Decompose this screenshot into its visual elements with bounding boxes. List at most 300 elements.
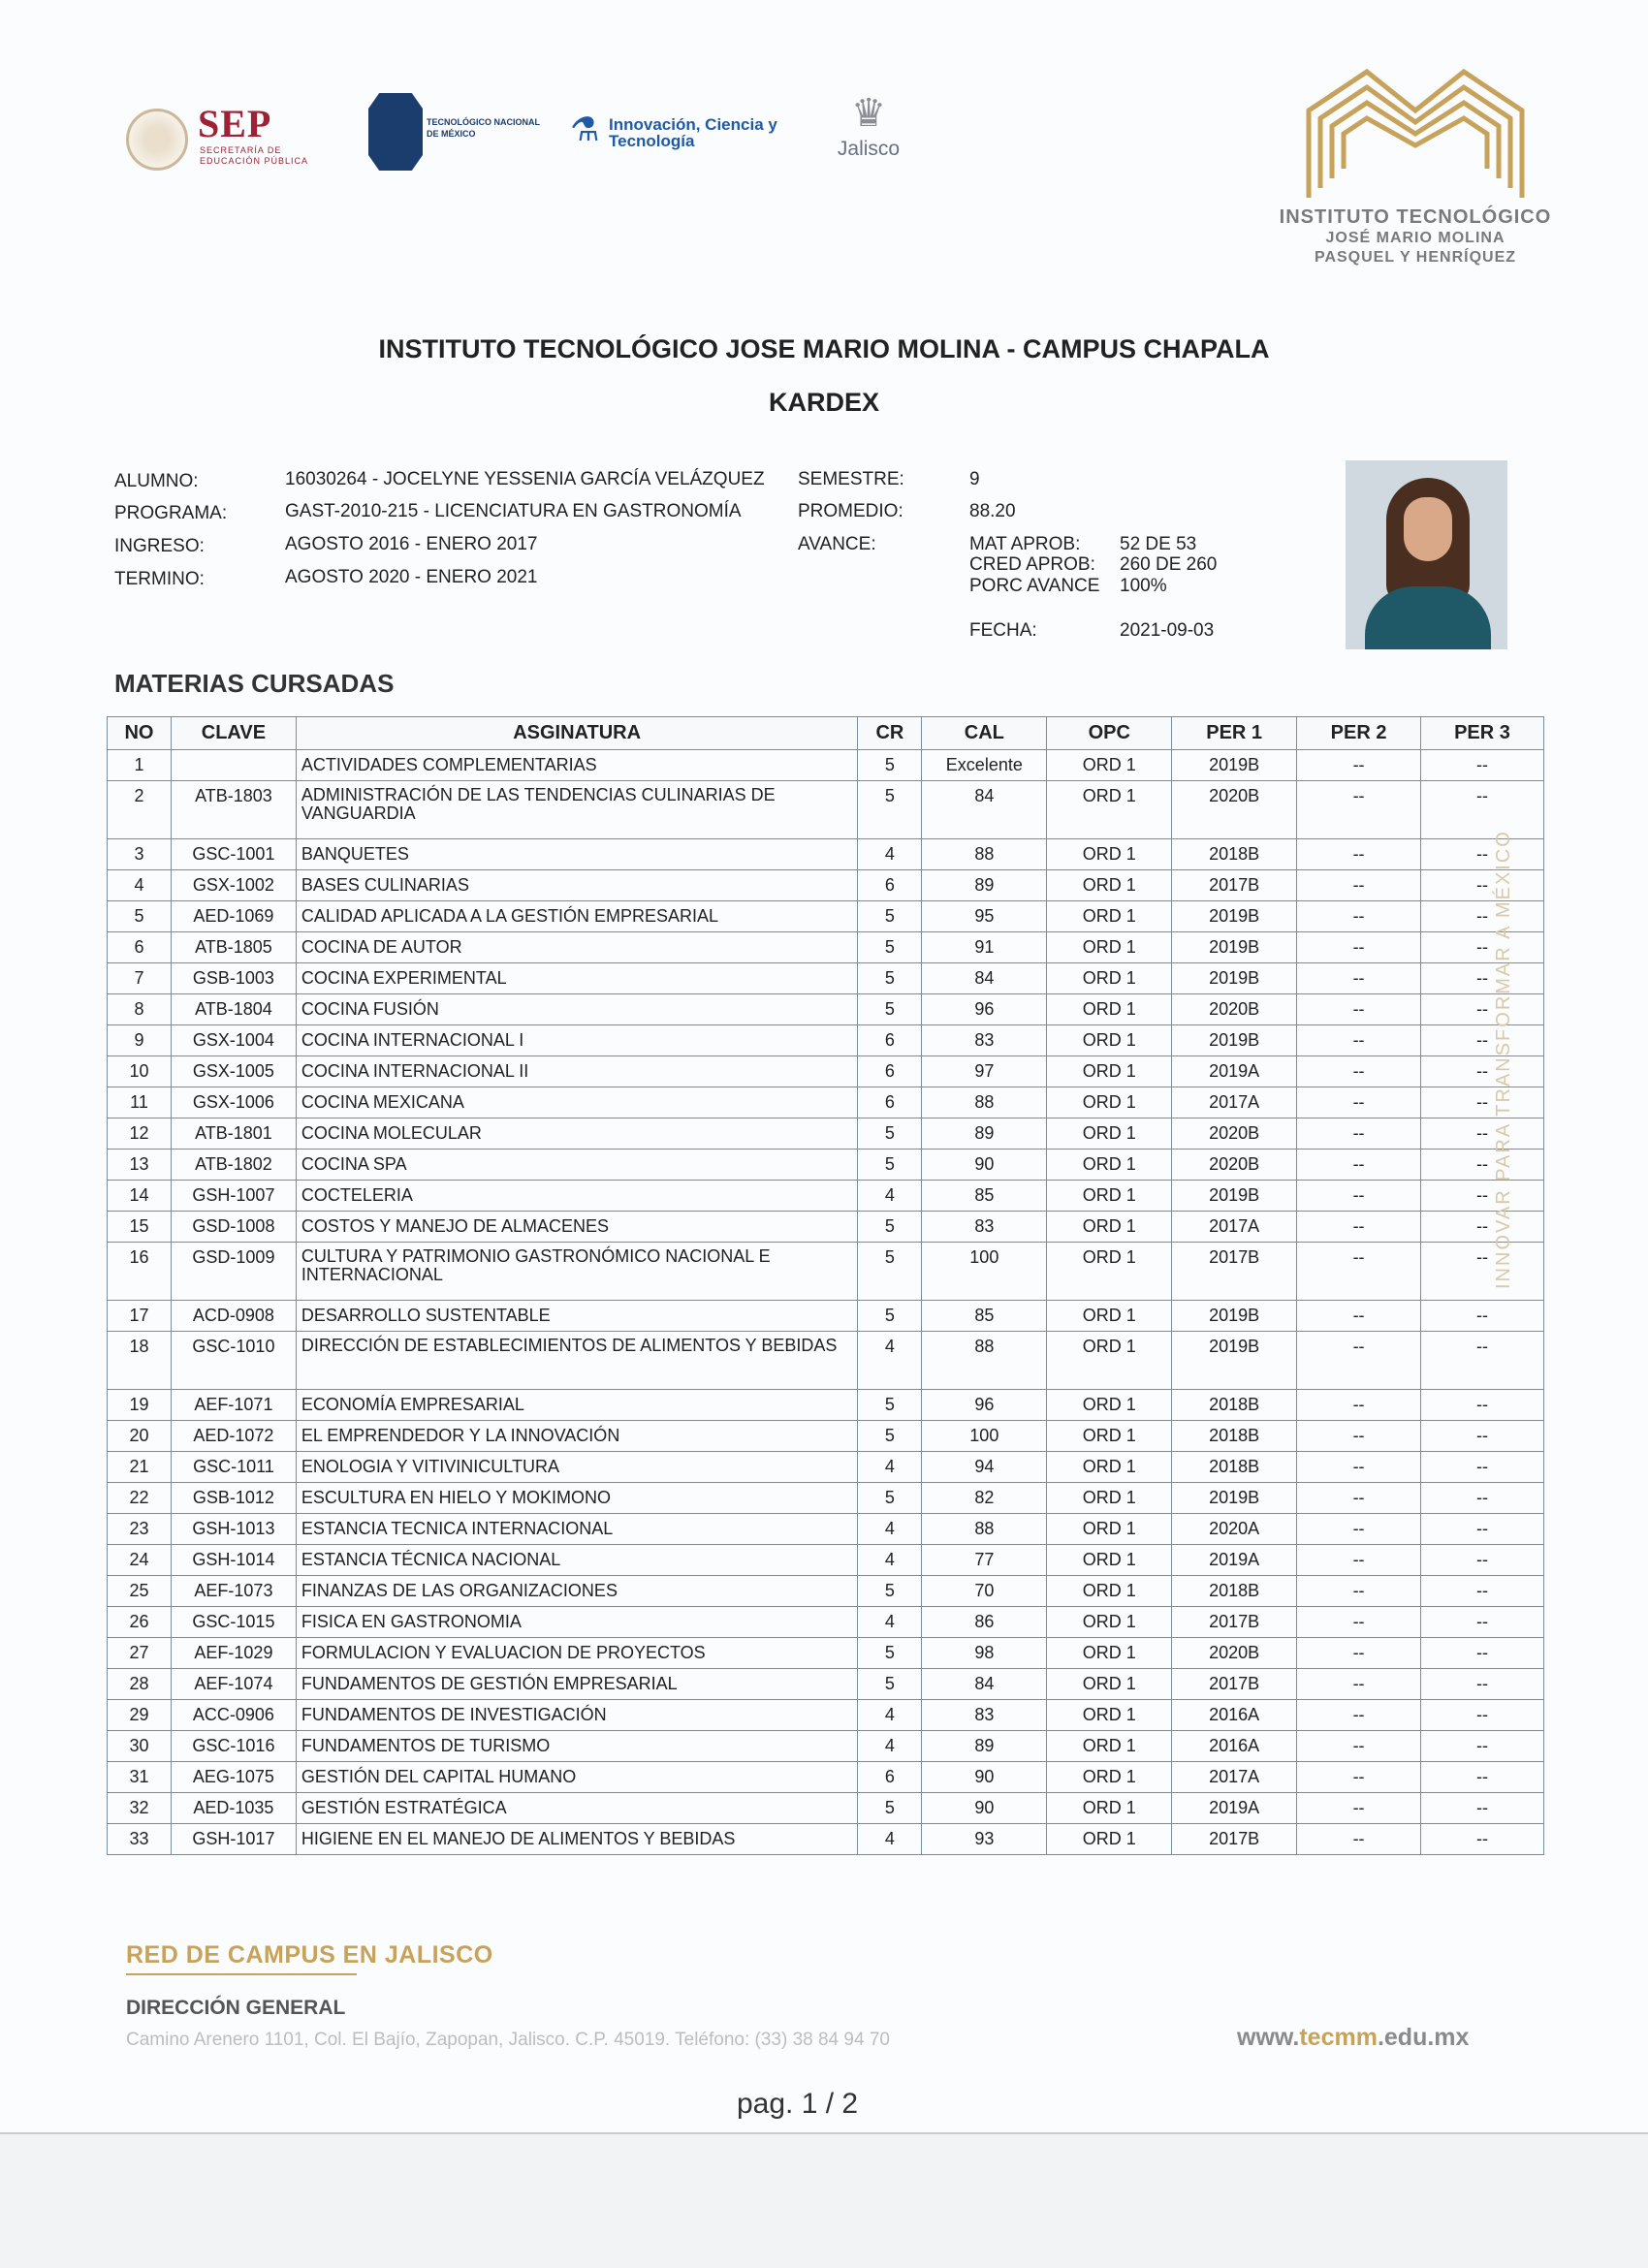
row-number: 6 [108, 932, 172, 963]
period-3: -- [1421, 1731, 1544, 1762]
microscope-icon: ⚗ [570, 111, 600, 148]
table-row [108, 839, 1544, 870]
subject-name: ESTANCIA TECNICA INTERNACIONAL [296, 1514, 858, 1545]
option: ORD 1 [1047, 1731, 1172, 1762]
credits: 5 [858, 750, 922, 781]
subject-code: GSX-1002 [171, 870, 296, 901]
subject-code: ATB-1804 [171, 994, 296, 1025]
jalisco-crest-icon: ♛ [851, 92, 886, 135]
credits: 4 [858, 1332, 922, 1390]
subject-name: GESTIÓN ESTRATÉGICA [296, 1793, 858, 1824]
credits: 5 [858, 994, 922, 1025]
ict-text: Innovación, Ciencia y Tecnología [609, 115, 777, 150]
subject-code: GSH-1007 [171, 1181, 296, 1212]
row-number: 9 [108, 1025, 172, 1056]
grade: 85 [922, 1301, 1047, 1332]
grade: 83 [922, 1025, 1047, 1056]
period-3: -- [1421, 1762, 1544, 1793]
period-2: -- [1297, 1212, 1421, 1243]
porc-avance-label: PORC AVANCE [969, 576, 1100, 596]
grade: 90 [922, 1762, 1047, 1793]
period-1: 2019B [1172, 1332, 1297, 1390]
subject-code: AEF-1071 [171, 1390, 296, 1421]
option: ORD 1 [1047, 1762, 1172, 1793]
credits: 5 [858, 1793, 922, 1824]
subject-name: DIRECCIÓN DE ESTABLECIMIENTOS DE ALIMENTOS Y BEBIDAS [296, 1332, 858, 1390]
credits: 4 [858, 839, 922, 870]
period-2: -- [1297, 750, 1421, 781]
column-header: PER 3 [1421, 717, 1544, 750]
credits: 4 [858, 1607, 922, 1638]
grade: 85 [922, 1181, 1047, 1212]
period-2: -- [1297, 1700, 1421, 1731]
cred-aprob-value: 260 DE 260 [1120, 554, 1218, 575]
period-1: 2019A [1172, 1793, 1297, 1824]
option: ORD 1 [1047, 1452, 1172, 1483]
period-1: 2019B [1172, 1483, 1297, 1514]
row-number: 27 [108, 1638, 172, 1669]
row-number: 30 [108, 1731, 172, 1762]
subject-code: GSX-1006 [171, 1087, 296, 1118]
period-2: -- [1297, 1025, 1421, 1056]
credits: 4 [858, 1452, 922, 1483]
subject-code: AEF-1029 [171, 1638, 296, 1669]
table-row [108, 1390, 1544, 1421]
period-1: 2016A [1172, 1700, 1297, 1731]
period-1: 2017B [1172, 1243, 1297, 1301]
credits: 4 [858, 1824, 922, 1855]
table-row [108, 1700, 1544, 1731]
period-2: -- [1297, 994, 1421, 1025]
subject-name: BANQUETES [296, 839, 858, 870]
period-2: -- [1297, 1824, 1421, 1855]
subject-name: ESCULTURA EN HIELO Y MOKIMONO [296, 1483, 858, 1514]
subject-name: COCINA EXPERIMENTAL [296, 963, 858, 994]
table-row [108, 1514, 1544, 1545]
programa-value: GAST-2010-215 - LICENCIATURA EN GASTRONOMÍA [285, 501, 742, 521]
period-2: -- [1297, 839, 1421, 870]
subject-code: GSD-1009 [171, 1243, 296, 1301]
period-1: 2017B [1172, 1824, 1297, 1855]
cred-aprob-label: CRED APROB: [969, 554, 1095, 575]
subject-name: HIGIENE EN EL MANEJO DE ALIMENTOS Y BEBIDAS [296, 1824, 858, 1855]
credits: 5 [858, 1390, 922, 1421]
column-header: CR [858, 717, 922, 750]
period-2: -- [1297, 1514, 1421, 1545]
subject-code: GSX-1004 [171, 1025, 296, 1056]
subjects-table [107, 716, 1544, 1855]
table-row [108, 1301, 1544, 1332]
period-2: -- [1297, 781, 1421, 839]
itm-line2: JOSÉ MARIO MOLINA [1325, 230, 1505, 246]
jalisco-text: Jalisco [837, 138, 901, 160]
subject-name: FISICA EN GASTRONOMIA [296, 1607, 858, 1638]
period-3: -- [1421, 839, 1544, 870]
row-number: 29 [108, 1700, 172, 1731]
itm-line3: PASQUEL Y HENRÍQUEZ [1314, 249, 1517, 266]
footer-network: RED DE CAMPUS EN JALISCO [126, 1941, 493, 1969]
option: ORD 1 [1047, 1243, 1172, 1301]
credits: 5 [858, 932, 922, 963]
footer-address: Camino Arenero 1101, Col. El Bajío, Zapopan, Jalisco. C.P. 45019. Teléfono: (33) 38 84 94 70 [126, 2030, 890, 2050]
itm-logo [1260, 62, 1570, 268]
subject-name: FUNDAMENTOS DE TURISMO [296, 1731, 858, 1762]
credits: 4 [858, 1514, 922, 1545]
period-3: -- [1421, 1514, 1544, 1545]
grade: 89 [922, 1731, 1047, 1762]
subject-code: GSC-1015 [171, 1607, 296, 1638]
period-3: -- [1421, 1301, 1544, 1332]
table-row [108, 1483, 1544, 1514]
row-number: 1 [108, 750, 172, 781]
period-3: -- [1421, 1638, 1544, 1669]
period-1: 2020B [1172, 1150, 1297, 1181]
period-3: -- [1421, 1056, 1544, 1087]
subject-name: COCINA DE AUTOR [296, 932, 858, 963]
footer-web-accent: tecmm [1299, 2024, 1378, 2051]
period-3: -- [1421, 1025, 1544, 1056]
grade: 88 [922, 1087, 1047, 1118]
period-2: -- [1297, 1150, 1421, 1181]
row-number: 18 [108, 1332, 172, 1390]
row-number: 28 [108, 1669, 172, 1700]
row-number: 4 [108, 870, 172, 901]
row-number: 7 [108, 963, 172, 994]
avance-label: AVANCE: [798, 534, 876, 554]
period-3: -- [1421, 1150, 1544, 1181]
option: ORD 1 [1047, 1087, 1172, 1118]
period-3: -- [1421, 1824, 1544, 1855]
grade: 96 [922, 994, 1047, 1025]
table-row [108, 781, 1544, 839]
mexico-seal-icon [126, 109, 188, 171]
subject-code: GSX-1005 [171, 1056, 296, 1087]
option: ORD 1 [1047, 1607, 1172, 1638]
period-1: 2016A [1172, 1731, 1297, 1762]
option: ORD 1 [1047, 1514, 1172, 1545]
table-row [108, 1731, 1544, 1762]
period-2: -- [1297, 1638, 1421, 1669]
row-number: 19 [108, 1390, 172, 1421]
credits: 4 [858, 1731, 922, 1762]
row-number: 11 [108, 1087, 172, 1118]
subject-code: GSH-1014 [171, 1545, 296, 1576]
credits: 5 [858, 901, 922, 932]
period-2: -- [1297, 1545, 1421, 1576]
credits: 5 [858, 1669, 922, 1700]
period-3: -- [1421, 932, 1544, 963]
termino-label: TERMINO: [114, 569, 205, 589]
table-row [108, 1332, 1544, 1390]
row-number: 25 [108, 1576, 172, 1607]
option: ORD 1 [1047, 932, 1172, 963]
period-1: 2020B [1172, 1638, 1297, 1669]
subject-name: CALIDAD APLICADA A LA GESTIÓN EMPRESARIAL [296, 901, 858, 932]
period-3: -- [1421, 870, 1544, 901]
footer-website[interactable] [1237, 2024, 1469, 2052]
period-1: 2017A [1172, 1087, 1297, 1118]
tecnm-gear-icon [368, 93, 423, 171]
period-2: -- [1297, 1576, 1421, 1607]
tecnm-text: TECNOLÓGICO NACIONAL DE MÉXICO [427, 117, 540, 139]
period-1: 2019A [1172, 1056, 1297, 1087]
table-row [108, 1638, 1544, 1669]
grade: 100 [922, 1243, 1047, 1301]
period-1: 2020B [1172, 781, 1297, 839]
subject-name: FORMULACION Y EVALUACION DE PROYECTOS [296, 1638, 858, 1669]
table-row [108, 1452, 1544, 1483]
grade: 96 [922, 1390, 1047, 1421]
promedio-value: 88.20 [969, 501, 1016, 521]
credits: 5 [858, 1483, 922, 1514]
row-number: 22 [108, 1483, 172, 1514]
period-1: 2017B [1172, 870, 1297, 901]
row-number: 14 [108, 1181, 172, 1212]
table-row [108, 1212, 1544, 1243]
option: ORD 1 [1047, 1181, 1172, 1212]
period-1: 2017A [1172, 1762, 1297, 1793]
period-1: 2017B [1172, 1669, 1297, 1700]
subject-name: COCINA INTERNACIONAL II [296, 1056, 858, 1087]
credits: 4 [858, 1545, 922, 1576]
table-row [108, 1056, 1544, 1087]
fecha-value: 2021-09-03 [1120, 620, 1215, 641]
table-row [108, 1421, 1544, 1452]
period-2: -- [1297, 1452, 1421, 1483]
period-3: -- [1421, 1332, 1544, 1390]
grade: 89 [922, 1118, 1047, 1150]
subject-name: EL EMPRENDEDOR Y LA INNOVACIÓN [296, 1421, 858, 1452]
period-3: -- [1421, 994, 1544, 1025]
period-1: 2019B [1172, 901, 1297, 932]
period-3: -- [1421, 1421, 1544, 1452]
period-2: -- [1297, 1390, 1421, 1421]
row-number: 12 [108, 1118, 172, 1150]
row-number: 32 [108, 1793, 172, 1824]
period-2: -- [1297, 1301, 1421, 1332]
subject-name: ACTIVIDADES COMPLEMENTARIAS [296, 750, 858, 781]
period-2: -- [1297, 870, 1421, 901]
option: ORD 1 [1047, 963, 1172, 994]
credits: 5 [858, 1212, 922, 1243]
period-1: 2018B [1172, 1390, 1297, 1421]
period-2: -- [1297, 932, 1421, 963]
row-number: 21 [108, 1452, 172, 1483]
period-2: -- [1297, 1731, 1421, 1762]
column-header: OPC [1047, 717, 1172, 750]
period-1: 2020A [1172, 1514, 1297, 1545]
option: ORD 1 [1047, 1545, 1172, 1576]
table-row [108, 994, 1544, 1025]
fecha-label: FECHA: [969, 620, 1037, 641]
period-3: -- [1421, 1700, 1544, 1731]
subject-code [171, 750, 296, 781]
sep-brand: SEP [198, 102, 272, 145]
subject-code: AED-1072 [171, 1421, 296, 1452]
subject-name: COCINA SPA [296, 1150, 858, 1181]
column-header: CLAVE [171, 717, 296, 750]
table-row [108, 1824, 1544, 1855]
subject-code: GSB-1012 [171, 1483, 296, 1514]
grade: Excelente [922, 750, 1047, 781]
grade: 84 [922, 1669, 1047, 1700]
row-number: 2 [108, 781, 172, 839]
period-1: 2017A [1172, 1212, 1297, 1243]
footer-divider [126, 1973, 357, 1975]
table-row [108, 870, 1544, 901]
subject-code: GSH-1017 [171, 1824, 296, 1855]
grade: 100 [922, 1421, 1047, 1452]
grade: 98 [922, 1638, 1047, 1669]
column-header: CAL [922, 717, 1047, 750]
grade: 88 [922, 839, 1047, 870]
credits: 6 [858, 1025, 922, 1056]
period-3: -- [1421, 1669, 1544, 1700]
table-row [108, 1243, 1544, 1301]
subject-code: ATB-1802 [171, 1150, 296, 1181]
grade: 84 [922, 963, 1047, 994]
option: ORD 1 [1047, 750, 1172, 781]
row-number: 5 [108, 901, 172, 932]
period-1: 2018B [1172, 1452, 1297, 1483]
row-number: 10 [108, 1056, 172, 1087]
grade: 77 [922, 1545, 1047, 1576]
period-1: 2020B [1172, 1118, 1297, 1150]
grade: 88 [922, 1514, 1047, 1545]
period-2: -- [1297, 1421, 1421, 1452]
option: ORD 1 [1047, 1025, 1172, 1056]
scan-margin [0, 2132, 1648, 2268]
subject-code: AEF-1073 [171, 1576, 296, 1607]
period-2: -- [1297, 1762, 1421, 1793]
grade: 83 [922, 1700, 1047, 1731]
credits: 5 [858, 1301, 922, 1332]
row-number: 3 [108, 839, 172, 870]
period-1: 2019B [1172, 1181, 1297, 1212]
period-1: 2017B [1172, 1607, 1297, 1638]
subject-name: COCINA INTERNACIONAL I [296, 1025, 858, 1056]
option: ORD 1 [1047, 1793, 1172, 1824]
period-2: -- [1297, 1118, 1421, 1150]
table-row [108, 1087, 1544, 1118]
credits: 5 [858, 1150, 922, 1181]
table-row [108, 1669, 1544, 1700]
grade: 86 [922, 1607, 1047, 1638]
option: ORD 1 [1047, 1056, 1172, 1087]
subject-name: CULTURA Y PATRIMONIO GASTRONÓMICO NACIONAL E INTERNACIONAL [296, 1243, 858, 1301]
sep-subtitle: SECRETARÍA DE EDUCACIÓN PÚBLICA [200, 145, 309, 166]
grade: 82 [922, 1483, 1047, 1514]
footer-web-prefix: www. [1237, 2024, 1300, 2051]
subject-code: GSC-1001 [171, 839, 296, 870]
subject-code: ACC-0906 [171, 1700, 296, 1731]
table-row [108, 1545, 1544, 1576]
option: ORD 1 [1047, 1118, 1172, 1150]
student-photo [1346, 460, 1507, 649]
credits: 5 [858, 1243, 922, 1301]
option: ORD 1 [1047, 781, 1172, 839]
table-row [108, 1150, 1544, 1181]
option: ORD 1 [1047, 1669, 1172, 1700]
subject-code: GSC-1010 [171, 1332, 296, 1390]
itm-line1: INSTITUTO TECNOLÓGICO [1279, 206, 1552, 228]
period-1: 2019B [1172, 1025, 1297, 1056]
itm-mountain-icon [1299, 62, 1532, 198]
subject-name: COCINA FUSIÓN [296, 994, 858, 1025]
subject-name: ESTANCIA TÉCNICA NACIONAL [296, 1545, 858, 1576]
option: ORD 1 [1047, 1824, 1172, 1855]
row-number: 31 [108, 1762, 172, 1793]
subject-code: GSD-1008 [171, 1212, 296, 1243]
subject-code: AED-1035 [171, 1793, 296, 1824]
grade: 94 [922, 1452, 1047, 1483]
table-row [108, 1762, 1544, 1793]
period-2: -- [1297, 1669, 1421, 1700]
promedio-label: PROMEDIO: [798, 501, 903, 521]
credits: 5 [858, 963, 922, 994]
column-header: PER 2 [1297, 717, 1421, 750]
period-3: -- [1421, 1545, 1544, 1576]
period-3: -- [1421, 1452, 1544, 1483]
table-row [108, 1118, 1544, 1150]
credits: 5 [858, 1421, 922, 1452]
option: ORD 1 [1047, 1150, 1172, 1181]
semestre-label: SEMESTRE: [798, 469, 904, 489]
subject-name: FUNDAMENTOS DE GESTIÓN EMPRESARIAL [296, 1669, 858, 1700]
subject-code: AEG-1075 [171, 1762, 296, 1793]
grade: 91 [922, 932, 1047, 963]
period-1: 2019B [1172, 1301, 1297, 1332]
period-2: -- [1297, 1181, 1421, 1212]
table-body [108, 750, 1544, 1855]
grade: 97 [922, 1056, 1047, 1087]
document-title: INSTITUTO TECNOLÓGICO JOSE MARIO MOLINA - CAMPUS CHAPALA [378, 334, 1270, 363]
period-3: -- [1421, 1793, 1544, 1824]
subject-name: FINANZAS DE LAS ORGANIZACIONES [296, 1576, 858, 1607]
row-number: 16 [108, 1243, 172, 1301]
row-number: 15 [108, 1212, 172, 1243]
period-3: -- [1421, 1243, 1544, 1301]
period-2: -- [1297, 901, 1421, 932]
subject-name: COSTOS Y MANEJO DE ALMACENES [296, 1212, 858, 1243]
option: ORD 1 [1047, 901, 1172, 932]
option: ORD 1 [1047, 1332, 1172, 1390]
grade: 83 [922, 1212, 1047, 1243]
period-1: 2019B [1172, 750, 1297, 781]
period-1: 2018B [1172, 839, 1297, 870]
table-row [108, 963, 1544, 994]
period-3: -- [1421, 1181, 1544, 1212]
period-2: -- [1297, 1332, 1421, 1390]
period-1: 2020B [1172, 994, 1297, 1025]
option: ORD 1 [1047, 1212, 1172, 1243]
credits: 5 [858, 1638, 922, 1669]
ingreso-label: INGRESO: [114, 536, 205, 556]
row-number: 17 [108, 1301, 172, 1332]
row-number: 24 [108, 1545, 172, 1576]
subject-code: AED-1069 [171, 901, 296, 932]
table-row [108, 901, 1544, 932]
jalisco-logo [820, 89, 917, 161]
credits: 6 [858, 1056, 922, 1087]
footer-direction: DIRECCIÓN GENERAL [126, 1997, 346, 2019]
subject-code: ACD-0908 [171, 1301, 296, 1332]
table-row [108, 1025, 1544, 1056]
grade: 90 [922, 1150, 1047, 1181]
grade: 84 [922, 781, 1047, 839]
period-3: -- [1421, 1607, 1544, 1638]
credits: 6 [858, 1087, 922, 1118]
